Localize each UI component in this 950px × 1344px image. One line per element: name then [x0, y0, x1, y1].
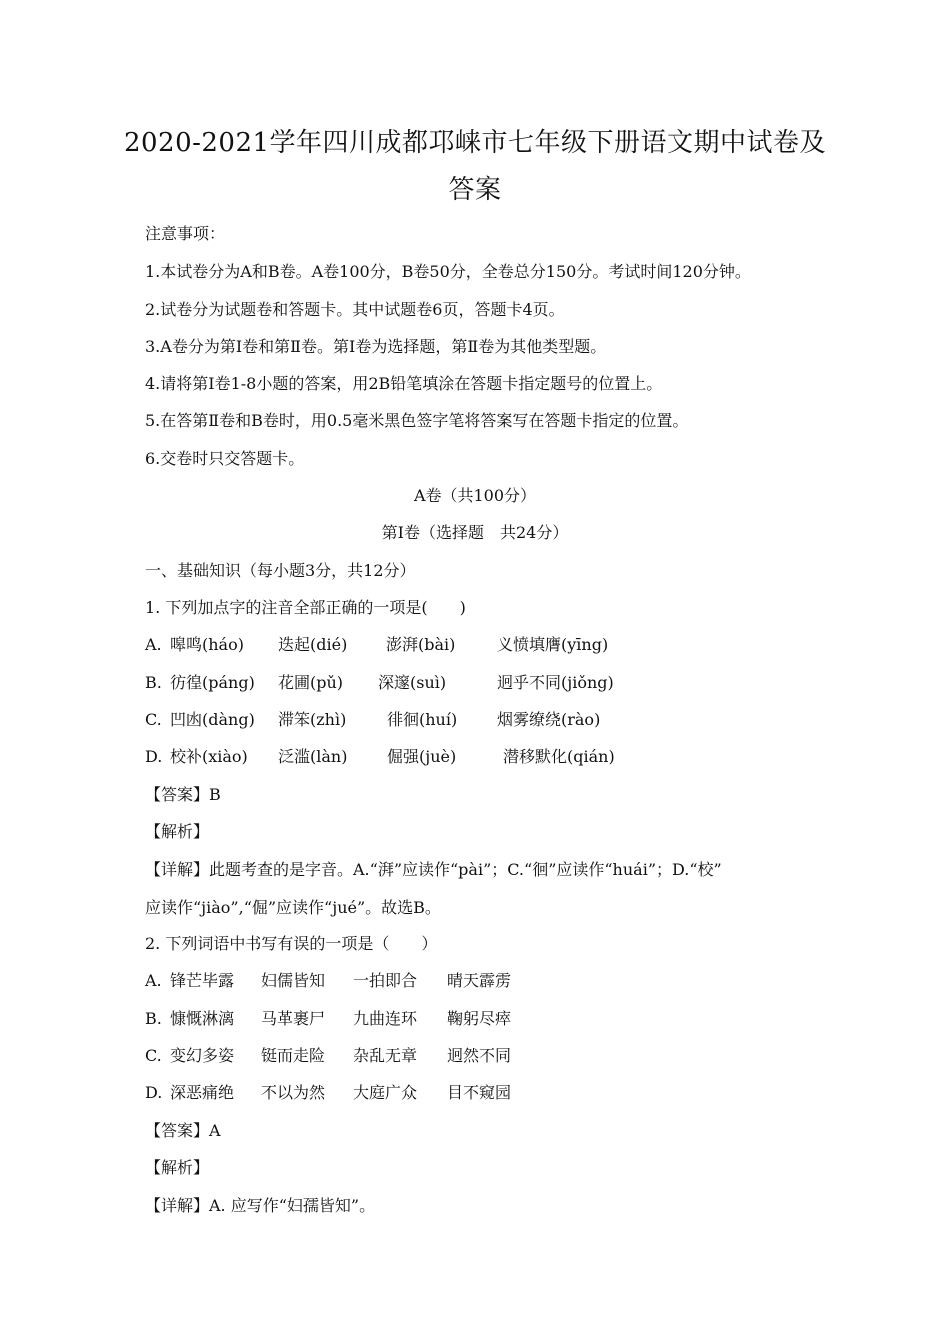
document-title: 2020-2021学年四川成都邛崃市七年级下册语文期中试卷及 — [123, 128, 827, 158]
question-1-analysis: 【解析】 — [145, 822, 210, 841]
option-item: 迥乎不同(jiǒng) — [497, 673, 614, 692]
question-1-answer: 【答案】B — [145, 785, 221, 804]
note-item: 2.试卷分为试题卷和答题卡。其中试题卷6页，答题卡4页。 — [145, 300, 565, 319]
option-item: 大庭广众 — [353, 1083, 418, 1102]
option-item: 深邃(suì) — [378, 673, 447, 692]
note-item: 1.本试卷分为A和B卷。A卷100分，B卷50分，全卷总分150分。考试时间120分钟。 — [145, 262, 751, 281]
part-one-heading: 第Ⅰ卷（选择题 共24分） — [381, 523, 569, 542]
option-letter: D. — [145, 1083, 163, 1102]
option-item: 烟雾缭绕(rào) — [497, 710, 601, 729]
option-item: 徘徊(huí) — [387, 710, 458, 729]
option-letter: B. — [145, 1009, 162, 1028]
option-letter: C. — [145, 1046, 162, 1065]
option-item: 锋芒毕露 — [170, 971, 235, 990]
option-letter: C. — [145, 710, 162, 729]
option-item: 澎湃(bài) — [386, 635, 456, 654]
option-item: 嗥鸣(háo) — [170, 635, 244, 654]
option-item: 变幻多姿 — [170, 1046, 235, 1065]
document-title-continued: 答案 — [448, 175, 502, 205]
option-item: 泛滥(làn) — [278, 747, 348, 766]
option-item: 迭起(dié) — [278, 635, 348, 654]
option-letter: D. — [145, 747, 163, 766]
option-letter: A. — [145, 635, 162, 654]
option-item: 九曲连环 — [353, 1009, 418, 1028]
option-item: 不以为然 — [261, 1083, 326, 1102]
option-letter: A. — [145, 971, 162, 990]
option-item: 铤而走险 — [261, 1046, 326, 1065]
question-2-analysis: 【解析】 — [145, 1158, 210, 1177]
note-item: 5.在答第Ⅱ卷和B卷时，用0.5毫米黑色签字笔将答案写在答题卡指定的位置。 — [145, 411, 689, 430]
option-item: 深恶痛绝 — [170, 1083, 235, 1102]
part-heading: 一、基础知识（每小题3分，共12分） — [145, 561, 416, 580]
option-item: 义愤填膺(yīng) — [497, 635, 609, 654]
option-item: 妇儒皆知 — [261, 971, 326, 990]
option-item: 马革裹尸 — [261, 1009, 326, 1028]
option-item: 凹凼(dàng) — [170, 710, 255, 729]
notes-heading: 注意事项： — [145, 224, 226, 243]
option-item: 校补(xiào) — [170, 747, 248, 766]
question-1-stem: 1. 下列加点字的注音全部正确的一项是( ) — [145, 598, 466, 617]
question-2-answer: 【答案】A — [145, 1121, 221, 1140]
option-item: 潜移默化(qián) — [503, 747, 615, 766]
option-item: 一拍即合 — [353, 971, 418, 990]
option-letter: B. — [145, 673, 162, 692]
option-item: 迥然不同 — [447, 1046, 512, 1065]
option-item: 慷慨淋漓 — [170, 1009, 235, 1028]
note-item: 3.A卷分为第Ⅰ卷和第Ⅱ卷。第Ⅰ卷为选择题，第Ⅱ卷为其他类型题。 — [145, 337, 607, 356]
option-item: 花圃(pǔ) — [278, 673, 344, 692]
option-item: 杂乱无章 — [353, 1046, 418, 1065]
question-2-detail: 【详解】A. 应写作“妇孺皆知”。 — [145, 1196, 376, 1215]
option-item: 倔强(juè) — [387, 747, 457, 766]
option-item: 晴天霹雳 — [447, 971, 512, 990]
option-item: 滞笨(zhì) — [278, 710, 347, 729]
option-item: 彷徨(páng) — [170, 673, 255, 692]
option-item: 目不窥园 — [447, 1083, 512, 1102]
question-1-detail: 【详解】此题考查的是字音。A.“湃”应读作“pài”；C.“徊”应读作“huái”；D.“校” — [145, 860, 722, 879]
note-item: 4.请将第Ⅰ卷1-8小题的答案，用2B铅笔填涂在答题卡指定题号的位置上。 — [145, 374, 663, 393]
section-a-heading: A卷（共100分） — [413, 486, 537, 505]
question-1-detail-continued: 应读作“jiào”,“倔”应读作“jué”。故选B。 — [145, 898, 441, 917]
question-2-stem: 2. 下列词语中书写有误的一项是（ ） — [145, 934, 438, 953]
option-item: 鞠躬尽瘁 — [447, 1009, 512, 1028]
note-item: 6.交卷时只交答题卡。 — [145, 449, 305, 468]
